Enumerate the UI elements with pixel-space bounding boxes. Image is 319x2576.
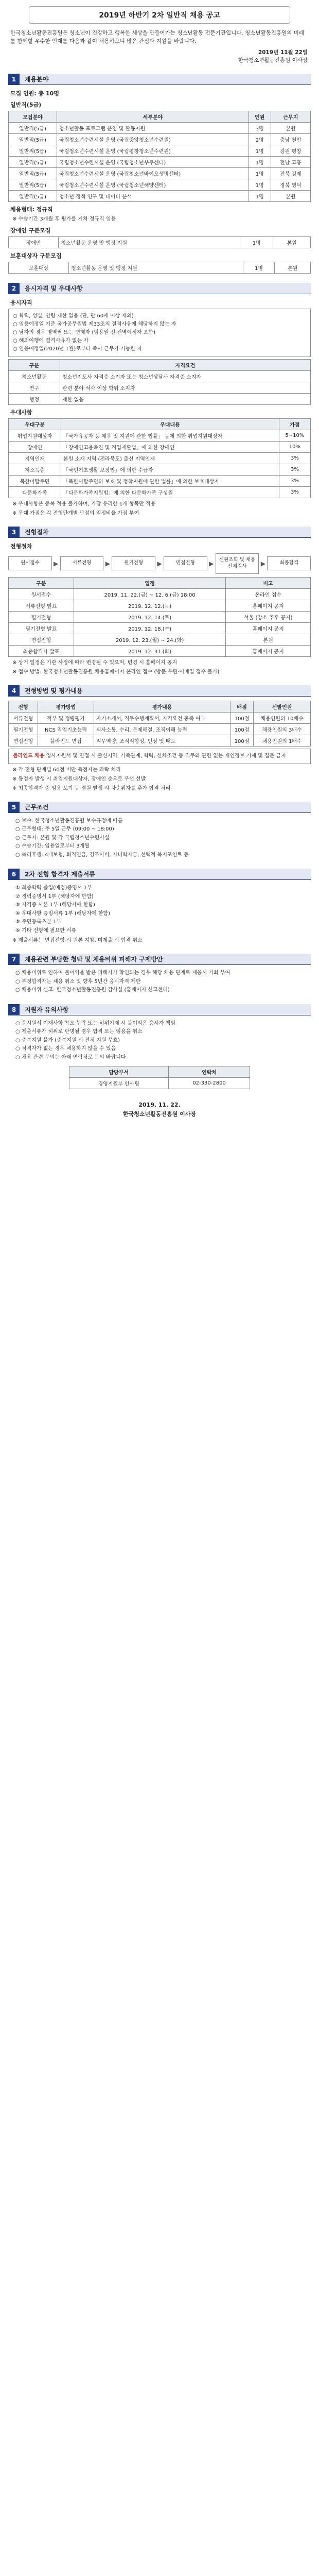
table-cell: 본원 소재 지역 (전라북도) 출신 지역인재 <box>61 452 279 464</box>
page <box>0 0 319 1133</box>
announce-block <box>8 49 308 64</box>
table-cell: 3% <box>279 475 310 486</box>
note-text: ※ 제출서류는 면접전형 시 원본 지참, 미제출 시 합격 취소 <box>12 938 143 944</box>
schedule-table <box>8 577 311 657</box>
list-item: ⑥ 기타 전형에 필요한 서류 <box>15 927 77 934</box>
note-text: ※ 각 전형 단계별 60점 미만 득점자는 과락 처리 <box>12 767 121 773</box>
list-item: ○ 임용예정일(2020년 1월)로부터 즉시 근무가 가능한 자 <box>13 346 142 352</box>
table-row <box>9 393 311 404</box>
section-8-header <box>8 1004 311 1015</box>
table-row <box>9 145 311 156</box>
table-row <box>9 382 311 393</box>
table-cell: 북한이탈주민 <box>9 475 61 486</box>
process-flow <box>8 553 311 574</box>
table-cell: 100점 <box>230 723 253 735</box>
list-item: ○ 적격자가 없는 경우 채용하지 않을 수 있음 <box>15 1046 116 1052</box>
table-cell: 필기전형 <box>9 723 38 735</box>
table-cell: 온라인 접수 <box>226 588 311 600</box>
table-cell: 국립청소년수련시설 운영 (국립중앙청소년수련원) <box>57 133 249 145</box>
table-cell: 3% <box>279 452 310 464</box>
list-item: ○ 부정합격자는 채용 취소 및 향후 5년간 응시자격 제한 <box>15 978 141 985</box>
table-row <box>9 464 311 475</box>
table-row <box>9 735 311 746</box>
table-cell: 일반직(5급) <box>9 122 57 133</box>
section-title: 근무조건 <box>20 802 311 813</box>
list-item: ○ 중복지원 불가 (중복지원 시 전체 지원 무효) <box>15 1037 120 1043</box>
table-cell: 본원 <box>271 122 310 133</box>
section-number: 7 <box>8 954 20 965</box>
subsection-label: 채용형태: 정규직 <box>10 206 53 213</box>
table-cell: 지역인재 <box>9 452 61 464</box>
remedy-list <box>15 969 308 995</box>
table-cell: 일반직(5급) <box>9 167 57 179</box>
table-cell: 본원 <box>275 262 311 273</box>
list-item: ③ 자격증 사본 1부 (해당자에 한함) <box>15 902 95 908</box>
table-cell: 「장애인고용촉진 및 직업재활법」에 의한 장애인 <box>61 441 279 452</box>
table-cell: 필기전형 발표 <box>9 622 74 634</box>
table-row <box>9 611 311 622</box>
table-header: 구분 <box>9 359 60 370</box>
table-cell: 전남 고흥 <box>271 156 310 167</box>
table-cell: 일반직(5급) <box>9 133 57 145</box>
table-cell: 청소년 정책 연구 및 데이터 분석 <box>57 190 249 201</box>
table-cell: 행정 <box>9 393 60 404</box>
table-row <box>9 156 311 167</box>
table-cell: 2019. 12. 14.(토) <box>74 611 226 622</box>
qualification-block <box>8 309 311 357</box>
table-row <box>9 645 311 656</box>
table-row <box>9 122 311 133</box>
subsection-label: 전형절차 <box>10 543 32 550</box>
table-cell: 연구 <box>9 382 60 393</box>
arrow-right-icon: ▶ <box>157 560 162 567</box>
documents-list <box>15 884 308 935</box>
table-cell: 2019. 11. 22.(금) ~ 12. 6.(금) 18:00 <box>74 588 226 600</box>
table-cell: 장애인 <box>9 236 59 248</box>
table-cell: 일반직(5급) <box>9 179 57 190</box>
announce-org: 한국청소년활동진흥원 이사장 <box>238 57 308 63</box>
list-item: ○ 학력, 성별, 연령 제한 없음 (단, 만 60세 이상 제외) <box>13 313 134 319</box>
table-cell: 관련 분야 석사 이상 학위 소지자 <box>60 382 310 393</box>
list-item: ○ 제출서류가 허위로 판명될 경우 합격 또는 임용을 취소 <box>15 1029 143 1035</box>
table-cell: 청소년활동 <box>9 370 60 382</box>
table-cell: 3명 <box>249 122 271 133</box>
section-number: 3 <box>8 527 20 538</box>
list-item: ○ 채용비위 신고: 한국청소년활동진흥원 감사실 (홈페이지 신고센터) <box>15 987 170 993</box>
section-7-header <box>8 954 311 965</box>
note-text: ※ 우대사항은 중복 적용 불가하며, 가장 유리한 1개 항목만 적용 <box>12 501 156 507</box>
table-cell: 본원 <box>271 190 310 201</box>
section-4-header <box>8 685 311 697</box>
subsection-label: 응시자격 <box>10 299 32 306</box>
table-row <box>9 167 311 179</box>
table-row <box>9 236 311 248</box>
section-3-header <box>8 527 311 538</box>
table-row <box>9 441 311 452</box>
table-cell: 취업지원대상자 <box>9 430 61 441</box>
table-row <box>9 262 311 273</box>
table-cell: 국립청소년수련시설 운영 (국립청소년해양센터) <box>57 179 249 190</box>
section-number: 2 <box>8 283 20 294</box>
list-item: ○ 보수: 한국청소년활동진흥원 보수규정에 따름 <box>15 818 123 824</box>
table-cell: 보훈대상 <box>9 262 69 273</box>
list-item: ② 경력증명서 1부 (해당자에 한함) <box>15 893 94 900</box>
table-cell: 전북 김제 <box>271 167 310 179</box>
arrow-right-icon: ▶ <box>105 560 110 567</box>
section-number: 5 <box>8 802 20 813</box>
flow-step: 최종합격 <box>267 556 311 570</box>
flow-step: 면접전형 <box>164 556 207 570</box>
section-title: 응시자격 및 우대사항 <box>20 283 311 294</box>
page-title: 2019년 하반기 2차 일반직 채용 공고 <box>29 6 290 24</box>
table-header: 평가방법 <box>38 701 94 712</box>
table-cell: 다문화가족 <box>9 486 61 498</box>
table-cell: 충남 천안 <box>271 133 310 145</box>
flow-step: 필기전형 <box>112 556 155 570</box>
table-cell: 경북 영덕 <box>271 179 310 190</box>
table-cell: 본원 <box>273 236 311 248</box>
qualification-table <box>8 359 311 405</box>
flow-step: 신원조회 및 채용신체검사 <box>216 553 259 574</box>
table-cell: 저소득층 <box>9 464 61 475</box>
table-row <box>9 622 311 634</box>
section-title: 채용분야 <box>20 74 311 85</box>
list-item: ○ 복리후생: 4대보험, 퇴직연금, 경조사비, 자녀학자금, 선택적 복지포인트 등 <box>15 852 189 858</box>
table-cell: 2명 <box>249 133 271 145</box>
section-1-header <box>8 74 311 85</box>
table-row <box>9 430 311 441</box>
table-cell: 3% <box>279 486 310 498</box>
table-row <box>9 634 311 645</box>
subsection-label: 장애인 구분모집 <box>10 227 51 234</box>
table-cell: 제한 없음 <box>60 393 310 404</box>
table-row <box>9 475 311 486</box>
recruit-table <box>8 111 311 202</box>
table-cell: 국립청소년수련시설 운영 (국립청소년우주센터) <box>57 156 249 167</box>
section-number: 1 <box>8 74 20 85</box>
table-cell: 홈페이지 공지 <box>226 622 311 634</box>
table-cell: 1명 <box>240 236 273 248</box>
table-cell: 5~10% <box>279 430 310 441</box>
table-cell: 자기소개서, 직무수행계획서, 자격요건 충족 여부 <box>94 712 230 723</box>
table-cell: 1명 <box>249 156 271 167</box>
table-cell: 블라인드 면접 <box>38 735 94 746</box>
table-header: 모집분야 <box>9 111 57 122</box>
table-cell: 02-330-2800 <box>168 1078 250 1089</box>
table-cell: 일반직(5급) <box>9 145 57 156</box>
table-cell: 장애인 <box>9 441 61 452</box>
table-header: 평가내용 <box>94 701 230 712</box>
table-cell: 홈페이지 공지 <box>226 600 311 611</box>
note-text: ※ 접수 방법: 한국청소년활동진흥원 채용홈페이지 온라인 접수 (방문·우편·이메일 접수 불가) <box>12 669 220 675</box>
list-item: ○ 임용예정일 기준 국가공무원법 제33조의 결격사유에 해당하지 않는 자 <box>13 321 176 327</box>
table-cell: 원서접수 <box>9 588 74 600</box>
list-item: ○ 응시원서 기재사항 착오·누락 또는 허위기재 시 불이익은 응시자 책임 <box>15 1020 175 1026</box>
table-header: 연락처 <box>168 1066 250 1078</box>
list-item: ○ 수습기간: 임용일로부터 3개월 <box>15 843 90 850</box>
list-item: ○ 근무지: 본원 및 각 국립청소년수련시설 <box>15 835 110 841</box>
disabled-table <box>8 236 311 248</box>
list-item: ① 최종학력 졸업(예정)증명서 1부 <box>15 885 92 891</box>
table-cell: 홈페이지 공지 <box>226 645 311 656</box>
section-6-header <box>8 869 311 880</box>
section-number: 8 <box>8 1004 20 1015</box>
table-header: 전형 <box>9 701 38 712</box>
section-2-header <box>8 283 311 294</box>
section-title: 채용관련 부당한 청탁 및 채용비위 피해자 구제방안 <box>20 954 311 965</box>
table-row <box>9 133 311 145</box>
table-cell: 2019. 12. 18.(수) <box>74 622 226 634</box>
table-header: 비고 <box>226 577 311 588</box>
table-cell: 2019. 12. 23.(월) ~ 24.(화) <box>74 634 226 645</box>
blind-label: 블라인드 채용 <box>13 753 45 759</box>
list-item: ④ 우대사항 증빙서류 1부 (해당자에 한함) <box>15 910 110 917</box>
table-cell: NCS 직업기초능력 <box>38 723 94 735</box>
table-cell: 일반직(5급) <box>9 190 57 201</box>
table-row <box>69 1078 250 1089</box>
table-cell: 1명 <box>249 145 271 156</box>
table-header: 배점 <box>230 701 253 712</box>
caution-list <box>15 1020 308 1062</box>
table-cell: 최종합격자 발표 <box>9 645 74 656</box>
table-cell: 3% <box>279 464 310 475</box>
blind-note: 입사지원서 및 면접 시 출신지역, 가족관계, 학력, 신체조건 등 직무와 관련 없는 개인정보 기재 및 질문 금지 <box>46 753 286 759</box>
preference-table <box>8 418 311 498</box>
section-title: 지원자 유의사항 <box>20 1004 311 1015</box>
table-cell: 면접전형 <box>9 735 38 746</box>
subsection-label: 모집 인원: 총 10명 <box>10 90 59 97</box>
table-row <box>9 370 311 382</box>
table-cell: 「북한이탈주민의 보호 및 정착지원에 관한 법률」에 의한 보호대상자 <box>61 475 279 486</box>
section-title: 전형방법 및 평가내용 <box>20 685 311 697</box>
list-item: ⑤ 주민등록초본 1부 <box>15 919 62 925</box>
subsection-label: 우대사항 <box>10 409 32 416</box>
table-cell: 서류전형 <box>9 712 38 723</box>
note-text: ※ 수습기간 3개월 후 평가를 거쳐 정규직 임용 <box>12 216 116 222</box>
table-cell: 청소년활동 프로그램 운영 및 활동지원 <box>57 122 249 133</box>
table-row <box>9 712 311 723</box>
list-item: ○ 채용비위로 인하여 불이익을 받은 피해자가 확인되는 경우 해당 채용 단계로 재응시 기회 부여 <box>15 970 231 976</box>
table-cell: 채용인원의 10배수 <box>254 712 311 723</box>
table-cell: 채용인원의 1배수 <box>254 735 311 746</box>
subsection-label: 일반직(5급) <box>10 101 42 108</box>
section-title: 전형절차 <box>20 527 311 538</box>
table-cell: 「국민기초생활 보장법」에 의한 수급자 <box>61 464 279 475</box>
table-cell: 일반직(5급) <box>9 156 57 167</box>
table-cell: 청소년활동 운영 및 행정 지원 <box>59 236 240 248</box>
table-header: 담당부서 <box>69 1066 168 1078</box>
table-row <box>9 190 311 201</box>
section-number: 4 <box>8 685 20 697</box>
table-cell: 채용인원의 3배수 <box>254 723 311 735</box>
table-cell: 1명 <box>249 190 271 201</box>
flow-step: 원서접수 <box>8 556 52 570</box>
evaluation-table <box>8 701 311 747</box>
table-cell: 10% <box>279 441 310 452</box>
list-item: ○ 남자의 경우 병역필 또는 면제자 (임용일 전 전역예정자 포함) <box>13 329 155 335</box>
list-item: ○ 근무형태: 주 5일 근무 (09:00 ~ 18:00) <box>15 826 114 833</box>
table-cell: 서울 (장소 추후 공지) <box>226 611 311 622</box>
table-header: 근무지 <box>271 111 310 122</box>
table-cell: 필기전형 <box>9 611 74 622</box>
table-cell: 2019. 12. 31.(화) <box>74 645 226 656</box>
table-cell: 의사소통, 수리, 문제해결, 조직이해 능력 <box>94 723 230 735</box>
table-header: 우대구분 <box>9 418 61 430</box>
contact-table <box>69 1066 251 1089</box>
table-header: 선발인원 <box>254 701 311 712</box>
table-cell: 1명 <box>249 179 271 190</box>
table-row <box>9 452 311 464</box>
table-cell: 서류전형 발표 <box>9 600 74 611</box>
section-title: 2차 전형 합격자 제출서류 <box>20 869 311 880</box>
table-cell: 청소년지도사 자격증 소지자 또는 청소년상담사 자격증 소지자 <box>60 370 310 382</box>
table-cell: 강원 평창 <box>271 145 310 156</box>
table-row <box>9 588 311 600</box>
table-cell: 청소년활동 운영 및 행정 지원 <box>69 262 243 273</box>
note-text: ※ 최종합격자 중 임용 포기 등 결원 발생 시 차순위자를 추가 합격 처리 <box>12 785 171 791</box>
table-cell: 경영지원부 인사팀 <box>69 1078 168 1089</box>
table-row <box>9 486 311 498</box>
section-5-header <box>8 802 311 813</box>
table-header: 자격요건 <box>60 359 310 370</box>
announce-date: 2019년 11월 22일 <box>258 49 308 56</box>
table-cell: 100점 <box>230 735 253 746</box>
table-cell: 면접전형 <box>9 634 74 645</box>
section-number: 6 <box>8 869 20 880</box>
table-cell: 적부 및 정량평가 <box>38 712 94 723</box>
table-header: 가점 <box>279 418 310 430</box>
note-text: ※ 우대 가점은 각 전형단계별 만점의 일정비율 가점 부여 <box>12 510 139 516</box>
table-cell: 2019. 12. 12.(목) <box>74 600 226 611</box>
arrow-right-icon: ▶ <box>54 560 59 567</box>
conditions-list <box>15 817 308 860</box>
table-cell: 국립청소년수련시설 운영 (국립평창청소년수련원) <box>57 145 249 156</box>
table-header: 구분 <box>9 577 74 588</box>
table-row <box>9 179 311 190</box>
veteran-table <box>8 262 311 274</box>
note-text: ※ 동점자 발생 시 취업지원대상자, 장애인 순으로 우선 선발 <box>12 776 146 782</box>
footer-date: 2019. 11. 22. <box>138 1101 181 1109</box>
blind-hiring-box <box>8 749 311 764</box>
subsection-label: 보훈대상자 구분모집 <box>10 252 62 259</box>
flow-step: 서류전형 <box>60 556 104 570</box>
table-cell: 국립청소년수련시설 운영 (국립청소년바이오생명센터) <box>57 167 249 179</box>
note-text: ※ 상기 일정은 기관 사정에 따라 변경될 수 있으며, 변경 시 홈페이지 공지 <box>12 659 178 666</box>
table-cell: 직무역량, 조직적합성, 인성 및 태도 <box>94 735 230 746</box>
table-cell: 1명 <box>243 262 275 273</box>
table-row <box>9 600 311 611</box>
table-header: 세부분야 <box>57 111 249 122</box>
table-cell: 1명 <box>249 167 271 179</box>
table-cell: 「다문화가족지원법」에 의한 다문화가족 구성원 <box>61 486 279 498</box>
table-cell: 100점 <box>230 712 253 723</box>
table-header: 일정 <box>74 577 226 588</box>
table-header: 우대내용 <box>61 418 279 430</box>
list-item: ○ 해외여행에 결격사유가 없는 자 <box>13 337 89 344</box>
arrow-right-icon: ▶ <box>260 560 265 567</box>
list-item: ○ 채용 관련 문의는 아래 연락처로 문의 바랍니다 <box>15 1054 126 1060</box>
intro-text: 한국청소년활동진흥원은 청소년이 건강하고 행복한 세상을 만들어가는 청소년활동 전문기관입니다. 청소년활동진흥원의 미래를 함께할 우수한 인재를 다음과 같이 채용하오니 많은 관심과 지원을 바랍니다. <box>10 30 304 45</box>
table-cell: 「국가유공자 등 예우 및 지원에 관한 법률」 등에 의한 취업지원대상자 <box>61 430 279 441</box>
table-header: 인원 <box>249 111 271 122</box>
footer-org: 한국청소년활동진흥원 이사장 <box>123 1111 196 1118</box>
arrow-right-icon: ▶ <box>209 560 214 567</box>
table-row <box>9 723 311 735</box>
table-cell: 본원 <box>226 634 311 645</box>
